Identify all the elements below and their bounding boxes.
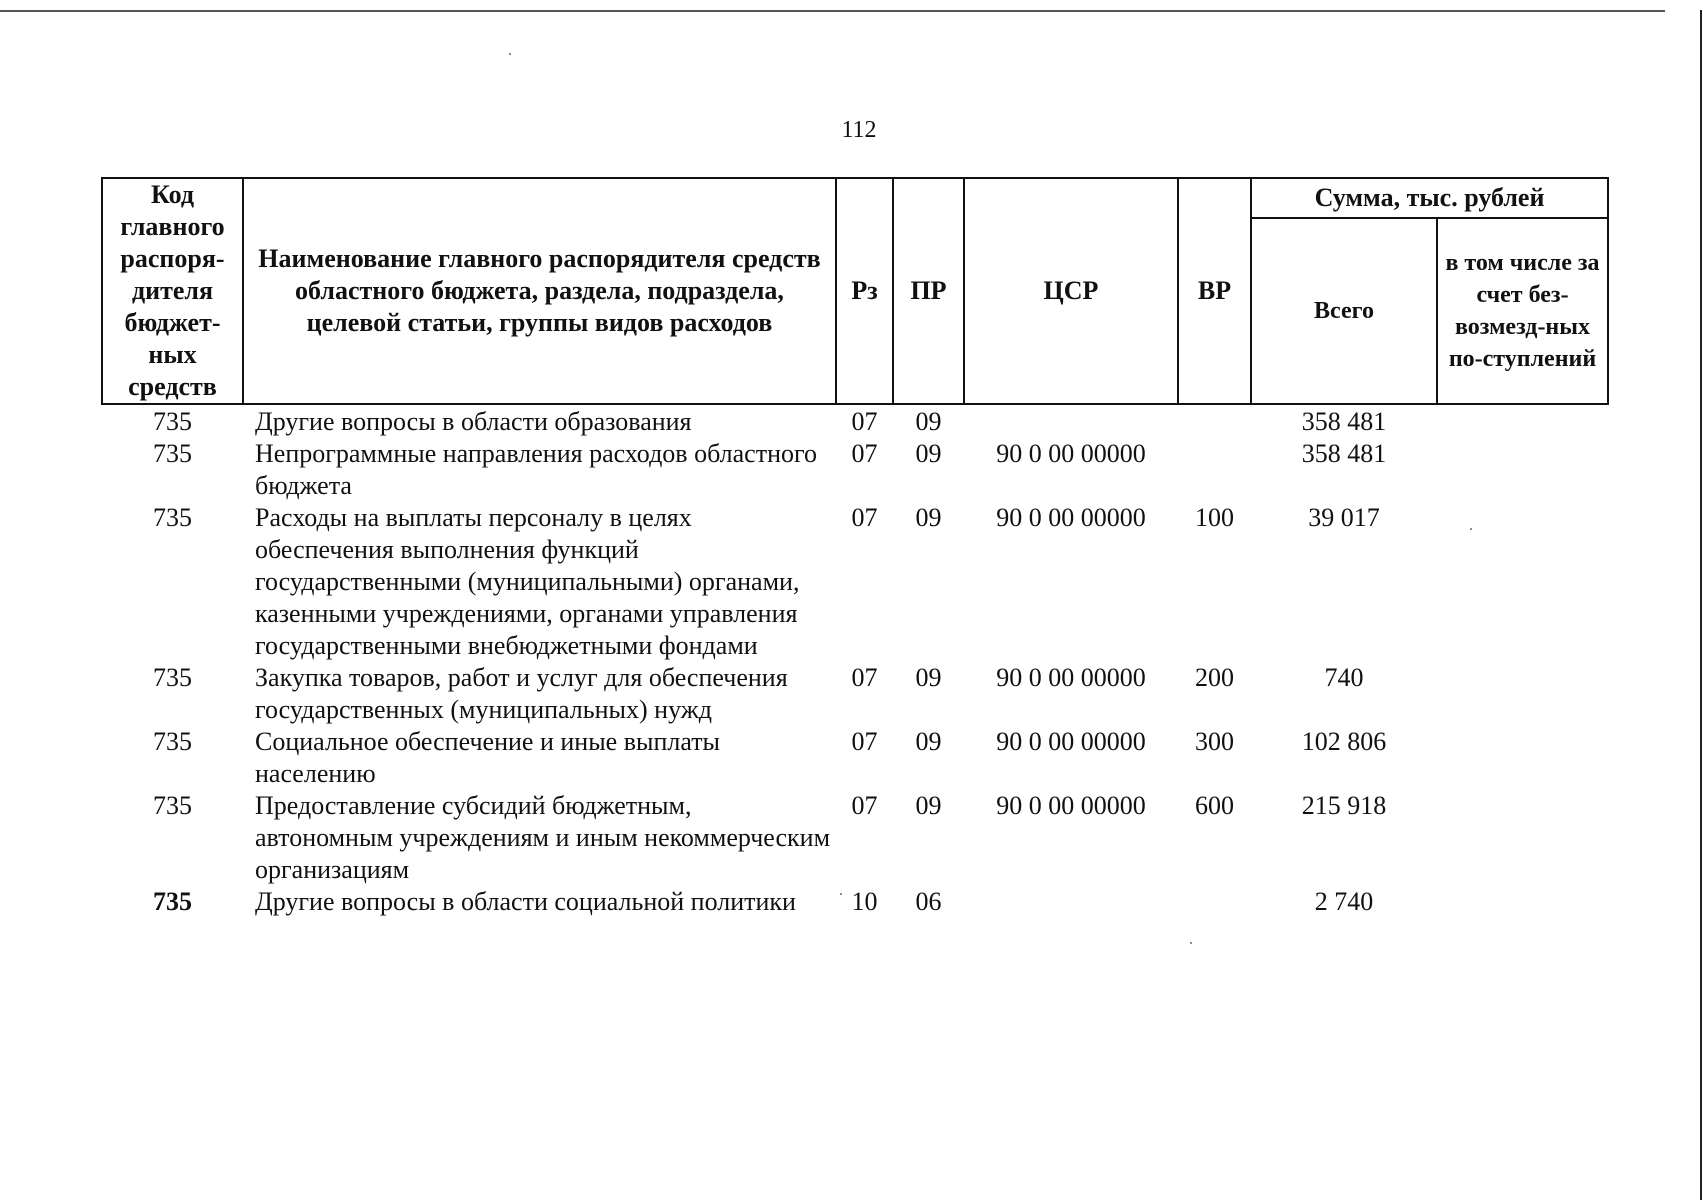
cell-total: 215 918	[1301, 791, 1387, 820]
cell-vr: 300	[1195, 727, 1234, 756]
cell-vr	[1178, 404, 1251, 438]
cell-name: Непрограммные направления расходов областного бюджета	[255, 439, 817, 500]
cell-vr	[1178, 886, 1251, 918]
header-code: Код главного распоря-дителя бюджет-ных средств	[102, 178, 243, 404]
cell-name: Другие вопросы в области образования	[255, 407, 692, 436]
scan-speck	[509, 53, 511, 55]
cell-total: 39 017	[1308, 503, 1380, 532]
header-pr: ПР	[893, 178, 964, 404]
cell-name: Расходы на выплаты персоналу в целях обеспечения выполнения функций государственными (муниципальными) органами, казенными учреждениями, органами управления государственными внебюджетными фондами	[255, 503, 800, 660]
cell-csr: 90 0 00 00000	[996, 727, 1146, 756]
cell-code: 735	[153, 791, 192, 820]
header-vr: ВР	[1178, 178, 1251, 404]
cell-pr: 09	[915, 503, 942, 532]
table-body	[102, 404, 1608, 918]
scan-edge-top	[0, 10, 1665, 12]
cell-rz: 07	[851, 503, 878, 532]
table-row	[102, 502, 1608, 662]
header-sum-total: Всего	[1251, 218, 1437, 404]
cell-rz: 07	[851, 727, 878, 756]
table-row	[102, 662, 1608, 726]
cell-total: 102 806	[1301, 727, 1387, 756]
cell-pr: 09	[915, 407, 942, 436]
table-row	[102, 726, 1608, 790]
cell-pr: 09	[915, 791, 942, 820]
cell-free	[1437, 790, 1608, 886]
cell-free	[1437, 404, 1608, 438]
budget-table	[101, 177, 1609, 918]
cell-vr: 100	[1195, 503, 1234, 532]
cell-code: 735	[153, 663, 192, 692]
cell-code: 735	[153, 439, 192, 468]
cell-csr: 90 0 00 00000	[996, 663, 1146, 692]
header-rz: Рз	[836, 178, 893, 404]
cell-free	[1437, 502, 1608, 662]
table-row	[102, 790, 1608, 886]
cell-name: Предоставление субсидий бюджетным, автономным учреждениям и иным некоммерческим организациям	[255, 791, 831, 884]
cell-csr	[964, 886, 1178, 918]
cell-vr: 200	[1195, 663, 1234, 692]
cell-rz: 07	[851, 663, 878, 692]
cell-pr: 09	[915, 663, 942, 692]
cell-total: 358 481	[1301, 407, 1387, 436]
cell-pr: 06	[915, 887, 942, 916]
table-row	[102, 404, 1608, 438]
scan-edge-right	[1700, 10, 1702, 1200]
cell-name: Другие вопросы в области социальной политики	[255, 887, 796, 916]
cell-free	[1437, 886, 1608, 918]
cell-code: 735	[153, 727, 192, 756]
cell-pr: 09	[915, 727, 942, 756]
cell-rz: 07	[851, 791, 878, 820]
cell-vr	[1178, 438, 1251, 502]
cell-csr: 90 0 00 00000	[996, 503, 1146, 532]
page-number: 112	[841, 117, 877, 143]
header-sum-group: Сумма, тыс. рублей	[1251, 178, 1608, 218]
header-csr: ЦСР	[964, 178, 1178, 404]
cell-rz: 07	[851, 407, 878, 436]
cell-csr: 90 0 00 00000	[996, 439, 1146, 468]
cell-name: Социальное обеспечение и иные выплаты населению	[255, 727, 721, 788]
cell-code: 735	[153, 887, 192, 916]
cell-code: 735	[153, 407, 192, 436]
scan-speck	[1190, 942, 1192, 944]
cell-csr: 90 0 00 00000	[996, 791, 1146, 820]
cell-free	[1437, 438, 1608, 502]
table-header	[102, 178, 1608, 404]
cell-rz: 07	[851, 439, 878, 468]
cell-total: 740	[1324, 663, 1364, 692]
cell-total: 2 740	[1314, 887, 1374, 916]
cell-rz: 10	[851, 887, 878, 916]
cell-name: Закупка товаров, работ и услуг для обеспечения государственных (муниципальных) нужд	[255, 663, 788, 724]
cell-pr: 09	[915, 439, 942, 468]
cell-total: 358 481	[1301, 439, 1387, 468]
cell-vr: 600	[1195, 791, 1234, 820]
header-name: Наименование главного распорядителя средств областного бюджета, раздела, подраздела, целевой статьи, группы видов расходов	[243, 178, 836, 404]
cell-code: 735	[153, 503, 192, 532]
table-row	[102, 886, 1608, 918]
cell-csr	[964, 404, 1178, 438]
cell-free	[1437, 662, 1608, 726]
table-row	[102, 438, 1608, 502]
cell-free	[1437, 726, 1608, 790]
header-sum-free: в том числе за счет без-возмезд-ных по-ступлений	[1437, 218, 1608, 404]
